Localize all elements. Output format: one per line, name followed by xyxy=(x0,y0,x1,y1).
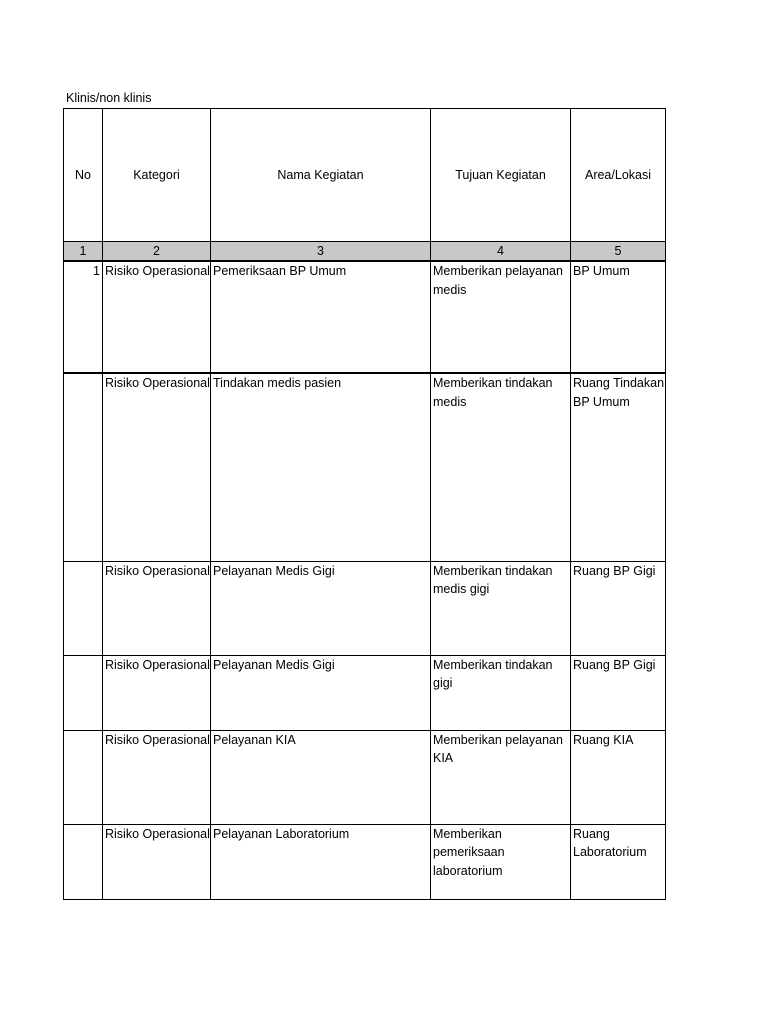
cell-nama-kegiatan: Pelayanan Medis Gigi xyxy=(211,655,431,730)
cell-nama-kegiatan: Pelayanan KIA xyxy=(211,730,431,824)
cell-area-lokasi: Ruang BP Gigi xyxy=(571,655,666,730)
cell-nama-kegiatan: Tindakan medis pasien xyxy=(211,373,431,561)
column-number-row xyxy=(64,242,666,262)
cell-area-lokasi: Ruang BP Gigi xyxy=(571,561,666,655)
cell-tujuan-kegiatan: Memberikan tindakan medis xyxy=(431,373,571,561)
cell-tujuan-kegiatan: Memberikan pelayanan KIA xyxy=(431,730,571,824)
column-number: 2 xyxy=(103,242,211,262)
column-number: 3 xyxy=(211,242,431,262)
sheet-caption: Klinis/non klinis xyxy=(66,91,152,105)
cell-no xyxy=(64,730,103,824)
cell-nama-kegiatan: Pelayanan Laboratorium xyxy=(211,824,431,899)
table-row xyxy=(64,261,666,373)
table-row xyxy=(64,373,666,561)
cell-no xyxy=(64,824,103,899)
header-nama-kegiatan: Nama Kegiatan xyxy=(211,109,431,242)
header-kategori: Kategori xyxy=(103,109,211,242)
cell-kategori: Risiko Operasional xyxy=(103,824,211,899)
cell-tujuan-kegiatan: Memberikan tindakan gigi xyxy=(431,655,571,730)
cell-kategori: Risiko Operasional xyxy=(103,655,211,730)
cell-kategori: Risiko Operasional xyxy=(103,730,211,824)
cell-kategori: Risiko Operasional xyxy=(103,373,211,561)
cell-area-lokasi: Ruang Laboratorium xyxy=(571,824,666,899)
header-area-lokasi: Area/Lokasi xyxy=(571,109,666,242)
cell-no: 1 xyxy=(64,261,103,373)
cell-no xyxy=(64,655,103,730)
table-row xyxy=(64,824,666,899)
cell-no xyxy=(64,561,103,655)
cell-tujuan-kegiatan: Memberikan tindakan medis gigi xyxy=(431,561,571,655)
column-number: 1 xyxy=(64,242,103,262)
cell-kategori: Risiko Operasional xyxy=(103,261,211,373)
risk-table xyxy=(63,108,666,900)
cell-nama-kegiatan: Pelayanan Medis Gigi xyxy=(211,561,431,655)
table-row xyxy=(64,655,666,730)
column-number: 4 xyxy=(431,242,571,262)
cell-kategori: Risiko Operasional xyxy=(103,561,211,655)
header-no: No xyxy=(64,109,103,242)
cell-area-lokasi: Ruang KIA xyxy=(571,730,666,824)
cell-nama-kegiatan: Pemeriksaan BP Umum xyxy=(211,261,431,373)
cell-area-lokasi: BP Umum xyxy=(571,261,666,373)
table-row xyxy=(64,730,666,824)
cell-tujuan-kegiatan: Memberikan pelayanan medis xyxy=(431,261,571,373)
cell-area-lokasi: Ruang Tindakan BP Umum xyxy=(571,373,666,561)
header-row xyxy=(64,109,666,242)
column-number: 5 xyxy=(571,242,666,262)
cell-tujuan-kegiatan: Memberikan pemeriksaan laboratorium xyxy=(431,824,571,899)
cell-no xyxy=(64,373,103,561)
table-row xyxy=(64,561,666,655)
header-tujuan-kegiatan: Tujuan Kegiatan xyxy=(431,109,571,242)
